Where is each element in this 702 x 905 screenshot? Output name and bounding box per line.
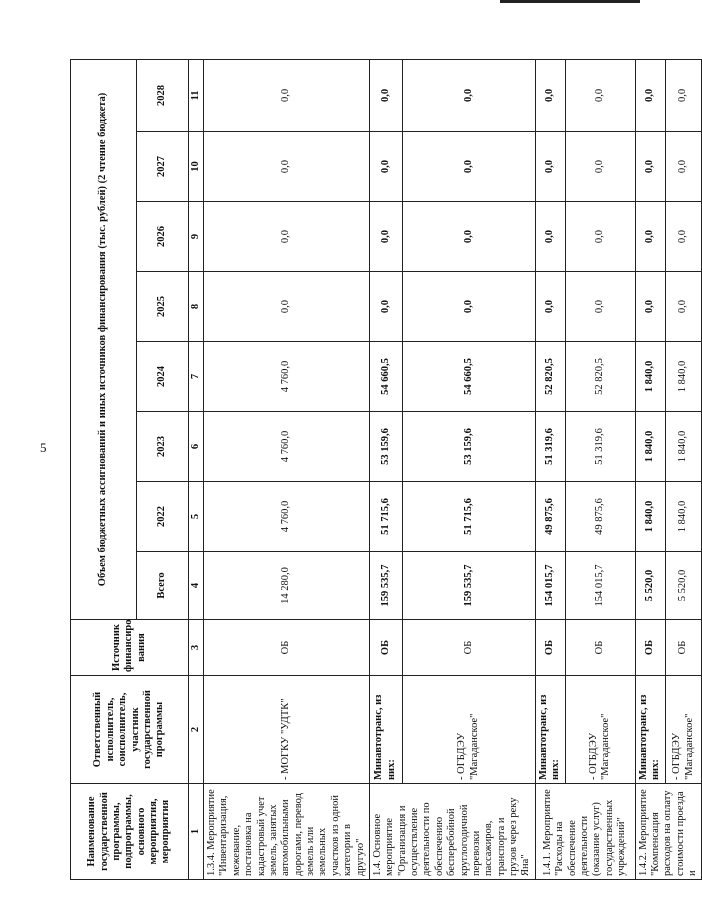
- column-index: 10: [189, 132, 204, 202]
- value-2026: 0,0: [665, 202, 702, 272]
- value-2025: 0,0: [535, 272, 565, 342]
- value-2023: 1 840,0: [665, 412, 702, 482]
- column-index: 4: [189, 552, 204, 620]
- column-index: 3: [189, 620, 204, 676]
- value-2028: 0,0: [565, 59, 635, 131]
- value-2024: 1 840,0: [635, 342, 665, 412]
- table-row: [565, 59, 635, 879]
- scan-edge-line: [500, 0, 640, 3]
- value-2025: 0,0: [204, 272, 370, 342]
- header-year-2023: 2023: [137, 412, 189, 482]
- value-2027: 0,0: [565, 132, 635, 202]
- row-responsible: - ОГБДЭУ "Магаданское": [665, 676, 702, 784]
- value-2025: 0,0: [665, 272, 702, 342]
- table-row: [635, 59, 665, 879]
- value-2023: 4 760,0: [204, 412, 370, 482]
- row-source: ОБ: [635, 620, 665, 676]
- column-index: 6: [189, 412, 204, 482]
- value-2024: 54 660,5: [402, 342, 535, 412]
- header-year-total: Всего: [137, 552, 189, 620]
- value-2028: 0,0: [665, 59, 702, 131]
- value-2028: 0,0: [402, 59, 535, 131]
- value-2026: 0,0: [402, 202, 535, 272]
- header-year-2024: 2024: [137, 342, 189, 412]
- value-2024: 52 820,5: [565, 342, 635, 412]
- value-2026: 0,0: [369, 202, 402, 272]
- value-2027: 0,0: [665, 132, 702, 202]
- header-year-2022: 2022: [137, 482, 189, 552]
- value-2027: 0,0: [635, 132, 665, 202]
- value-2025: 0,0: [369, 272, 402, 342]
- header-year-2028: 2028: [137, 59, 189, 131]
- row-source: ОБ: [565, 620, 635, 676]
- column-index: 2: [189, 676, 204, 784]
- value-2022: 1 840,0: [665, 482, 702, 552]
- row-responsible: Минавтотранс, из них:: [369, 676, 402, 784]
- header-year-2025: 2025: [137, 272, 189, 342]
- table-row: [535, 59, 565, 879]
- value-2023: 51 319,6: [565, 412, 635, 482]
- value-2028: 0,0: [635, 59, 665, 131]
- row-source: ОБ: [369, 620, 402, 676]
- value-2022: 4 760,0: [204, 482, 370, 552]
- value-2026: 0,0: [204, 202, 370, 272]
- value-2023: 53 159,6: [402, 412, 535, 482]
- value-2028: 0,0: [204, 59, 370, 131]
- value-2025: 0,0: [402, 272, 535, 342]
- value-total: 159 535,7: [369, 552, 402, 620]
- value-2022: 51 715,6: [402, 482, 535, 552]
- value-2024: 54 660,5: [369, 342, 402, 412]
- value-2023: 53 159,6: [369, 412, 402, 482]
- table-row: [402, 59, 535, 879]
- value-2022: 51 715,6: [369, 482, 402, 552]
- value-2026: 0,0: [535, 202, 565, 272]
- value-2024: 52 820,5: [535, 342, 565, 412]
- value-2027: 0,0: [369, 132, 402, 202]
- header-year-2026: 2026: [137, 202, 189, 272]
- page-number: 5: [40, 440, 47, 455]
- header-funding: Объем бюджетных ассигнований и иных источников финансирования (тыс. рублей) (2 чтение бюджета): [71, 59, 137, 619]
- value-2025: 0,0: [565, 272, 635, 342]
- funding-table: [70, 59, 702, 880]
- header-year-2027: 2027: [137, 132, 189, 202]
- value-total: 5 520,0: [635, 552, 665, 620]
- value-total: 154 015,7: [565, 552, 635, 620]
- row-name: 1.4.2. Мероприятие "Компенсация расходов на оплату стоимости проезда и: [635, 784, 702, 880]
- value-2022: 49 875,6: [565, 482, 635, 552]
- value-2027: 0,0: [535, 132, 565, 202]
- value-2028: 0,0: [535, 59, 565, 131]
- table-row: [369, 59, 402, 879]
- row-responsible: - МОГКУ "УДТК": [204, 676, 370, 784]
- column-index: 5: [189, 482, 204, 552]
- column-index: 11: [189, 59, 204, 131]
- value-total: 14 280,0: [204, 552, 370, 620]
- value-2023: 51 319,6: [535, 412, 565, 482]
- rotated-table-frame: [70, 60, 698, 880]
- column-index: 7: [189, 342, 204, 412]
- row-name: 1.3.4. Мероприятие "Инвентаризация, межевание, постановка на кадастровый учет земель, занятых автомобильными дорогами, перевод земель или земельных участков из одной категории в другую": [204, 784, 370, 880]
- row-responsible: - ОГБДЭУ "Магаданское": [402, 676, 535, 784]
- value-2027: 0,0: [402, 132, 535, 202]
- value-2024: 4 760,0: [204, 342, 370, 412]
- value-2027: 0,0: [204, 132, 370, 202]
- row-source: ОБ: [535, 620, 565, 676]
- row-name: 1.4.1. Мероприятие "Расходы на обеспечение деятельности (оказание услуг) государственных учреждений": [535, 784, 635, 880]
- column-index: 9: [189, 202, 204, 272]
- value-2023: 1 840,0: [635, 412, 665, 482]
- value-total: 154 015,7: [535, 552, 565, 620]
- header-name: Наименование государственной программы, подпрограммы, основного мероприятия, мероприятия: [71, 784, 189, 880]
- header-responsible: Ответственный исполнитель, соисполнитель, участник государственной программы: [71, 676, 189, 784]
- value-total: 5 520,0: [665, 552, 702, 620]
- row-source: ОБ: [402, 620, 535, 676]
- value-2026: 0,0: [635, 202, 665, 272]
- value-2025: 0,0: [635, 272, 665, 342]
- table-row: [204, 59, 370, 879]
- value-2022: 1 840,0: [635, 482, 665, 552]
- value-2026: 0,0: [565, 202, 635, 272]
- row-responsible: - ОГБДЭУ "Магаданское": [565, 676, 635, 784]
- value-2028: 0,0: [369, 59, 402, 131]
- row-source: ОБ: [665, 620, 702, 676]
- header-source: Источник финансиро вания: [71, 620, 189, 676]
- value-total: 159 535,7: [402, 552, 535, 620]
- table-row: [665, 59, 702, 879]
- row-responsible: Минавтотранс, из них:: [535, 676, 565, 784]
- value-2022: 49 875,6: [535, 482, 565, 552]
- column-index: 1: [189, 784, 204, 880]
- row-responsible: Минавтотранс, из них:: [635, 676, 665, 784]
- column-index-row: [189, 59, 204, 879]
- column-index: 8: [189, 272, 204, 342]
- row-source: ОБ: [204, 620, 370, 676]
- value-2024: 1 840,0: [665, 342, 702, 412]
- row-name: 1.4. Основное мероприятие "Организация и осуществление деятельности по обеспечению бесперебойной круглогодичной перевозки пассажиров, транспорта и грузов через реку Яна": [369, 784, 535, 880]
